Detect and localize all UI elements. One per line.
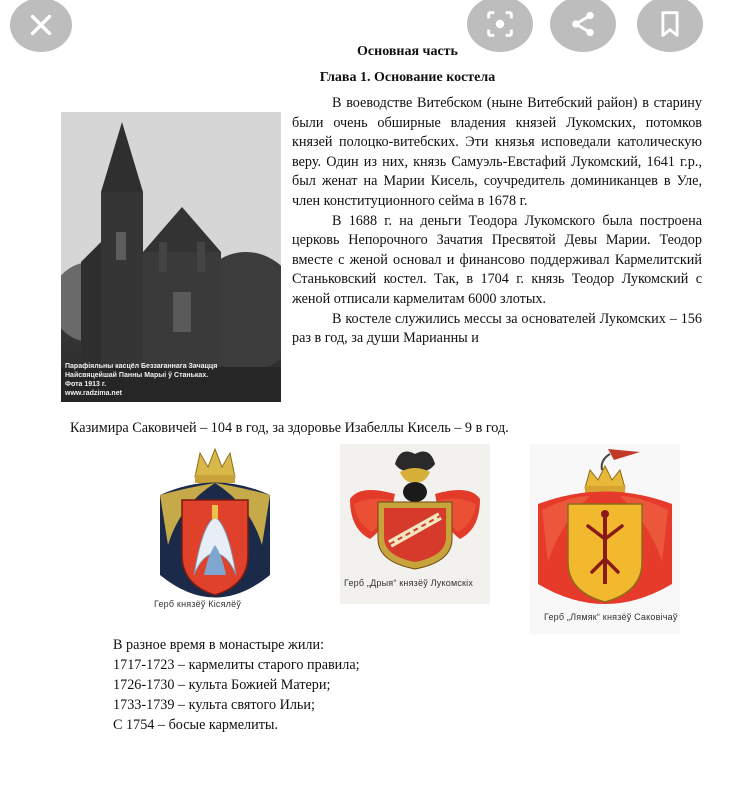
arms-caption: Герб князёў Кісялёў xyxy=(154,599,242,609)
coat-of-arms-kisel xyxy=(150,445,280,635)
close-icon xyxy=(24,8,58,42)
coat-of-arms-lukomsky xyxy=(340,444,490,604)
residents-list xyxy=(113,635,360,735)
church-photo-drawing xyxy=(61,112,281,402)
list-item: 1726-1730 – культа Божией Матери; xyxy=(113,677,331,693)
bookmark-icon xyxy=(653,7,687,41)
arms-caption: Герб „Лямяк“ князёў Саковічаў xyxy=(544,612,678,622)
photo-caption-line: www.radzima.net xyxy=(65,390,122,397)
list-item: 1717-1723 – кармелиты старого правила; xyxy=(113,657,360,673)
body-text xyxy=(292,94,702,349)
photo-caption-line: Фота 1913 г. xyxy=(65,381,107,388)
paragraph: В воеводстве Витебском (ныне Витебский район) в старину были очень обширные владения князей Лукомских, потомков князей полоцко-витебских. Эти князья исповедали католическую веру. Один из них, князь Самуэль-Евстафий Лукомский, 1641 г.р., был женат на Марии Кисель, соучредитель доминиканцев в Уле, член конституционного сейма в 1678 г. xyxy=(292,95,702,209)
coat-of-arms-sakovich-drawing xyxy=(530,444,680,634)
lens-icon xyxy=(483,7,517,41)
paragraph: В 1688 г. на деньги Теодора Лукомского была построена церковь Непорочного Зачатия Пресвятой Девы Марии. Теодор вместе с женой основал и финансово поддерживал Кармелитский Станьковский костел. Так, в 1704 г. князь Теодор Лукомский с женой отписали кармелитам 6000 злотых. xyxy=(292,212,702,307)
paragraph-tail: Казимира Саковичей – 104 в год, за здоровье Изабеллы Кисель – 9 в год. xyxy=(70,420,509,436)
list-item: 1733-1739 – культа святого Ильи; xyxy=(113,697,315,713)
paragraph: В костеле служились мессы за основателей Лукомских – 156 раз в год, за души Марианны и xyxy=(292,310,702,347)
photo-caption-line: Найсвяцейшай Панны Марыі ў Станьках. xyxy=(65,372,209,379)
chapter-title: Глава 1. Основание костела xyxy=(319,70,496,85)
section-title: Основная часть xyxy=(357,44,458,59)
photo-caption-line: Парафіяльны касцёл Беззаганнага Зачацця xyxy=(65,363,218,370)
list-item: С 1754 – босые кармелиты. xyxy=(113,717,278,733)
photo-caption xyxy=(65,362,277,398)
coat-of-arms-sakovich xyxy=(530,444,680,634)
church-photo xyxy=(61,112,281,402)
arms-caption: Герб „Дрыя“ князёў Лукомскіх xyxy=(344,578,474,588)
share-icon xyxy=(566,7,600,41)
list-intro: В разное время в монастыре жили: xyxy=(113,637,325,653)
